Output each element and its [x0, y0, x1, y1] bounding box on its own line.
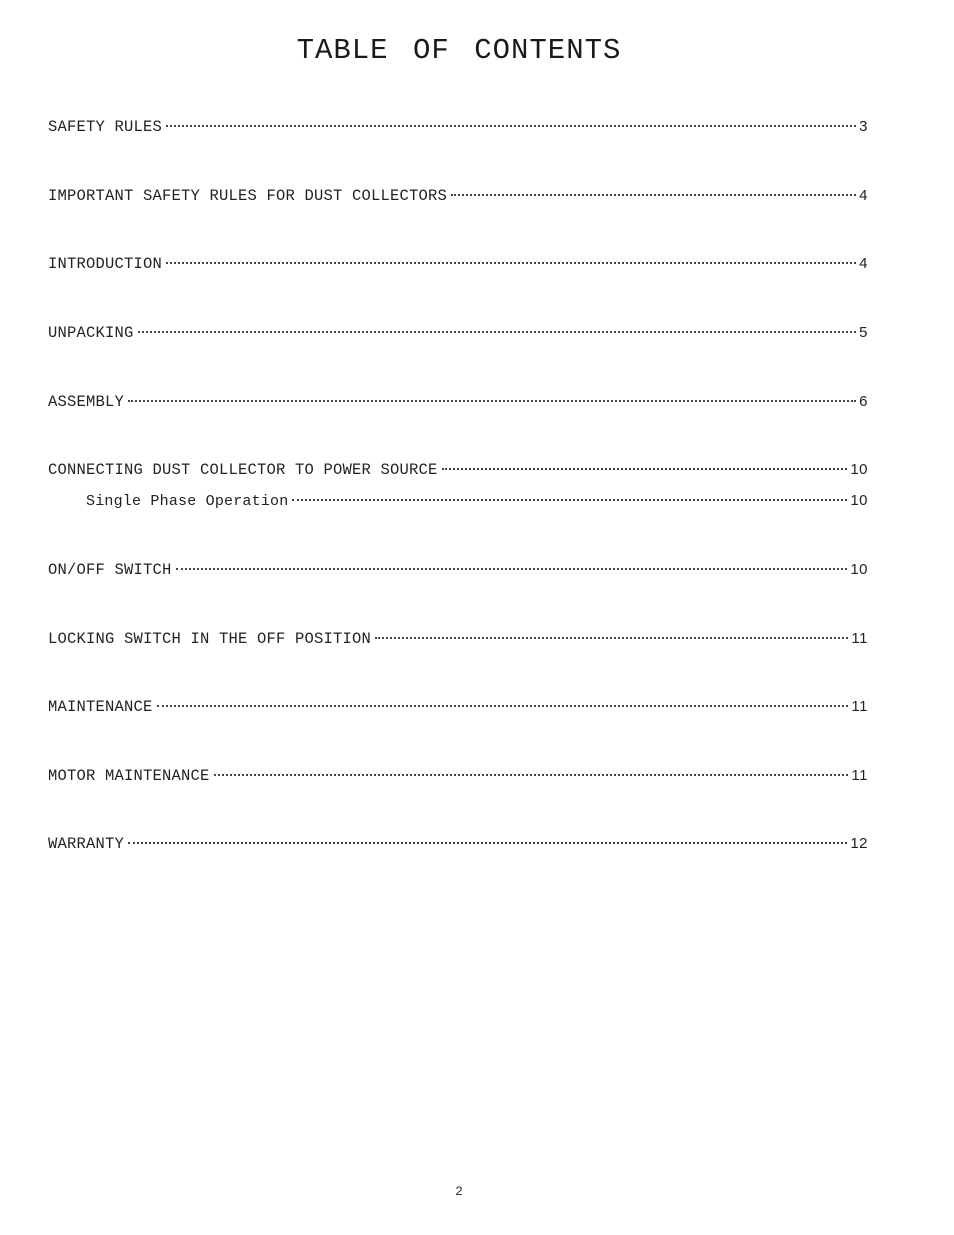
- toc-entry-label: Single Phase Operation: [86, 493, 289, 510]
- toc-entry-important-safety-rules[interactable]: [48, 180, 868, 205]
- dot-leader: [292, 485, 847, 505]
- toc-entry-unpacking[interactable]: [48, 317, 868, 342]
- toc-entry-motor-maintenance[interactable]: [48, 760, 868, 785]
- dot-leader: [128, 386, 856, 406]
- toc-entry-introduction[interactable]: [48, 248, 868, 273]
- toc-entry-on-off-switch[interactable]: [48, 554, 868, 579]
- dot-leader: [176, 554, 848, 574]
- toc-entry-locking-switch[interactable]: [48, 623, 868, 648]
- toc-entry-page: 10: [850, 461, 868, 478]
- dot-leader: [128, 828, 847, 848]
- toc-entry-label: UNPACKING: [48, 324, 134, 342]
- toc-subentry-single-phase-operation[interactable]: [86, 485, 868, 510]
- dot-leader: [166, 111, 856, 131]
- toc-entry-page: 4: [859, 255, 868, 272]
- toc-entry-label: ON/OFF SWITCH: [48, 561, 172, 579]
- toc-entry-safety-rules[interactable]: [48, 111, 868, 136]
- toc-entry-label: ASSEMBLY: [48, 393, 125, 411]
- toc-entry-page: 11: [851, 767, 868, 784]
- footer-page-number: 2: [455, 1184, 463, 1199]
- toc-entry-page: 10: [850, 492, 868, 509]
- toc-entry-connecting-power-source[interactable]: [48, 454, 868, 479]
- page-title: TABLE OF CONTENTS: [296, 34, 622, 67]
- toc-entry-page: 5: [859, 324, 868, 341]
- toc-entry-assembly[interactable]: [48, 386, 868, 411]
- toc-entry-label: CONNECTING DUST COLLECTOR TO POWER SOURCE: [48, 461, 438, 479]
- toc-entry-label: SAFETY RULES: [48, 118, 163, 136]
- dot-leader: [214, 760, 849, 780]
- toc-entry-label: MAINTENANCE: [48, 698, 153, 716]
- dot-leader: [442, 454, 848, 474]
- dot-leader: [451, 180, 856, 200]
- toc-entry-page: 3: [859, 118, 868, 135]
- toc-entry-page: 10: [850, 561, 868, 578]
- toc-entry-page: 11: [851, 698, 868, 715]
- toc-entry-page: 12: [850, 835, 868, 852]
- toc-entry-maintenance[interactable]: [48, 691, 868, 716]
- toc-entry-warranty[interactable]: [48, 828, 868, 853]
- toc-entry-page: 11: [851, 630, 868, 647]
- toc-entry-page: 4: [859, 187, 868, 204]
- toc-entry-label: INTRODUCTION: [48, 255, 163, 273]
- dot-leader: [157, 691, 849, 711]
- toc-entry-label: WARRANTY: [48, 835, 125, 853]
- dot-leader: [375, 623, 848, 643]
- dot-leader: [166, 248, 856, 268]
- dot-leader: [138, 317, 857, 337]
- toc-entry-label: LOCKING SWITCH IN THE OFF POSITION: [48, 630, 372, 648]
- toc-entry-label: MOTOR MAINTENANCE: [48, 767, 210, 785]
- toc-entry-label: IMPORTANT SAFETY RULES FOR DUST COLLECTORS: [48, 187, 448, 205]
- toc-entry-page: 6: [859, 393, 868, 410]
